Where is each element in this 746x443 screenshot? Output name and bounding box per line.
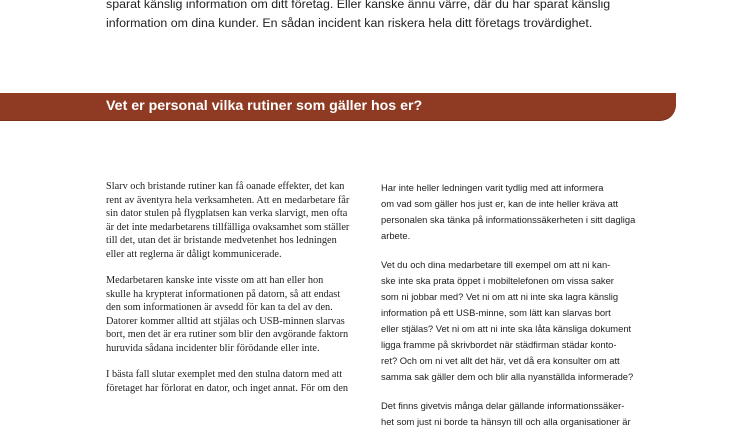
text-line: ligga framme på skrivbordet när städfirman städar konto- bbox=[381, 339, 617, 350]
text-line: som ni jobbar med? Vet ni om att ni inte ska lagra känslig bbox=[381, 291, 619, 302]
paragraph bbox=[381, 257, 637, 385]
text-line: Medarbetaren kanske inte visste om att han eller hon bbox=[106, 275, 324, 286]
text-line: sparat känslig information om ditt företag. Eller kanske ännu värre, där du har sparat känslig bbox=[106, 0, 611, 11]
section-heading: Vet er personal vilka rutiner som gäller hos er? bbox=[106, 98, 423, 114]
text-line: rent av äventyra hela verksamheten. Att en medarbetare får bbox=[106, 194, 350, 206]
paragraph bbox=[381, 398, 637, 430]
intro-text bbox=[106, 0, 626, 33]
paragraph bbox=[381, 180, 637, 244]
text-line: den som informationen är avsedd för kan ta del av den. bbox=[106, 302, 333, 313]
text-line: om vad som gäller hos just er, kan de inte heller kräva att bbox=[381, 198, 619, 209]
right-column bbox=[381, 180, 637, 443]
text-line: information om dina kunder. En sådan incident kan riskera hela ditt företags trovärdighet. bbox=[106, 16, 593, 30]
paragraph bbox=[106, 368, 362, 395]
text-line: eller stjälas? Vet ni om att ni inte ska låta känsliga dokument bbox=[381, 323, 632, 334]
text-line: Datorer kommer alltid att stjälas och USB-minnen slarvas bbox=[106, 315, 345, 327]
text-line: personalen ska tänka på informationssäkerheten i sitt dagliga bbox=[381, 214, 636, 225]
text-line: het som just ni borde ta hänsyn till och alla organisationer är bbox=[381, 416, 631, 427]
paragraph bbox=[106, 180, 362, 261]
text-line: I bästa fall slutar exemplet med den stulna datorn med att bbox=[106, 369, 343, 380]
text-line: huruvida sådana incidenter blir förödande eller inte. bbox=[106, 342, 320, 354]
text-line: eller att reglerna är dåligt kommunicerade. bbox=[106, 248, 282, 260]
text-line: information på ett USB-minne, som lätt kan slarvas bort bbox=[381, 307, 611, 318]
text-line: till det, utan det är bristande medvetenhet hos ledningen bbox=[106, 235, 337, 246]
left-column bbox=[106, 180, 362, 408]
text-line: Slarv och bristande rutiner kan få oanade effekter, det kan bbox=[106, 181, 345, 192]
text-line: skulle ha krypterat informationen på datorn, så att endast bbox=[106, 288, 341, 300]
text-line: Det finns givetvis många delar gällande informationssäker- bbox=[381, 400, 625, 411]
text-line: företaget har förlorat en dator, och inget annat. För om den bbox=[106, 382, 349, 394]
text-line: bort, men det är era rutiner som blir den avgörande faktorn bbox=[106, 329, 349, 340]
intro-paragraph bbox=[106, 0, 626, 33]
text-line: arbete. bbox=[381, 230, 411, 241]
section-banner bbox=[0, 93, 676, 120]
text-line: ret? Och om ni vet allt det här, vet då era konsulter om att bbox=[381, 355, 620, 366]
text-line: sin dator stulen på flygplatsen kan verka slarvigt, men ofta bbox=[106, 208, 348, 219]
text-line: ske inte ska prata öppet i mobiltelefonen om vissa saker bbox=[381, 275, 614, 286]
text-line: är det inte medarbetarens tillfälliga ovaksamhet som ställer bbox=[106, 221, 350, 233]
text-line: Vet du och dina medarbetare till exempel om att ni kan- bbox=[381, 259, 611, 270]
text-line: Har inte heller ledningen varit tydlig med att informera bbox=[381, 182, 604, 193]
paragraph bbox=[106, 274, 362, 355]
text-line: samma sak gäller dem och blir alla nyanställda informerade? bbox=[381, 371, 634, 382]
